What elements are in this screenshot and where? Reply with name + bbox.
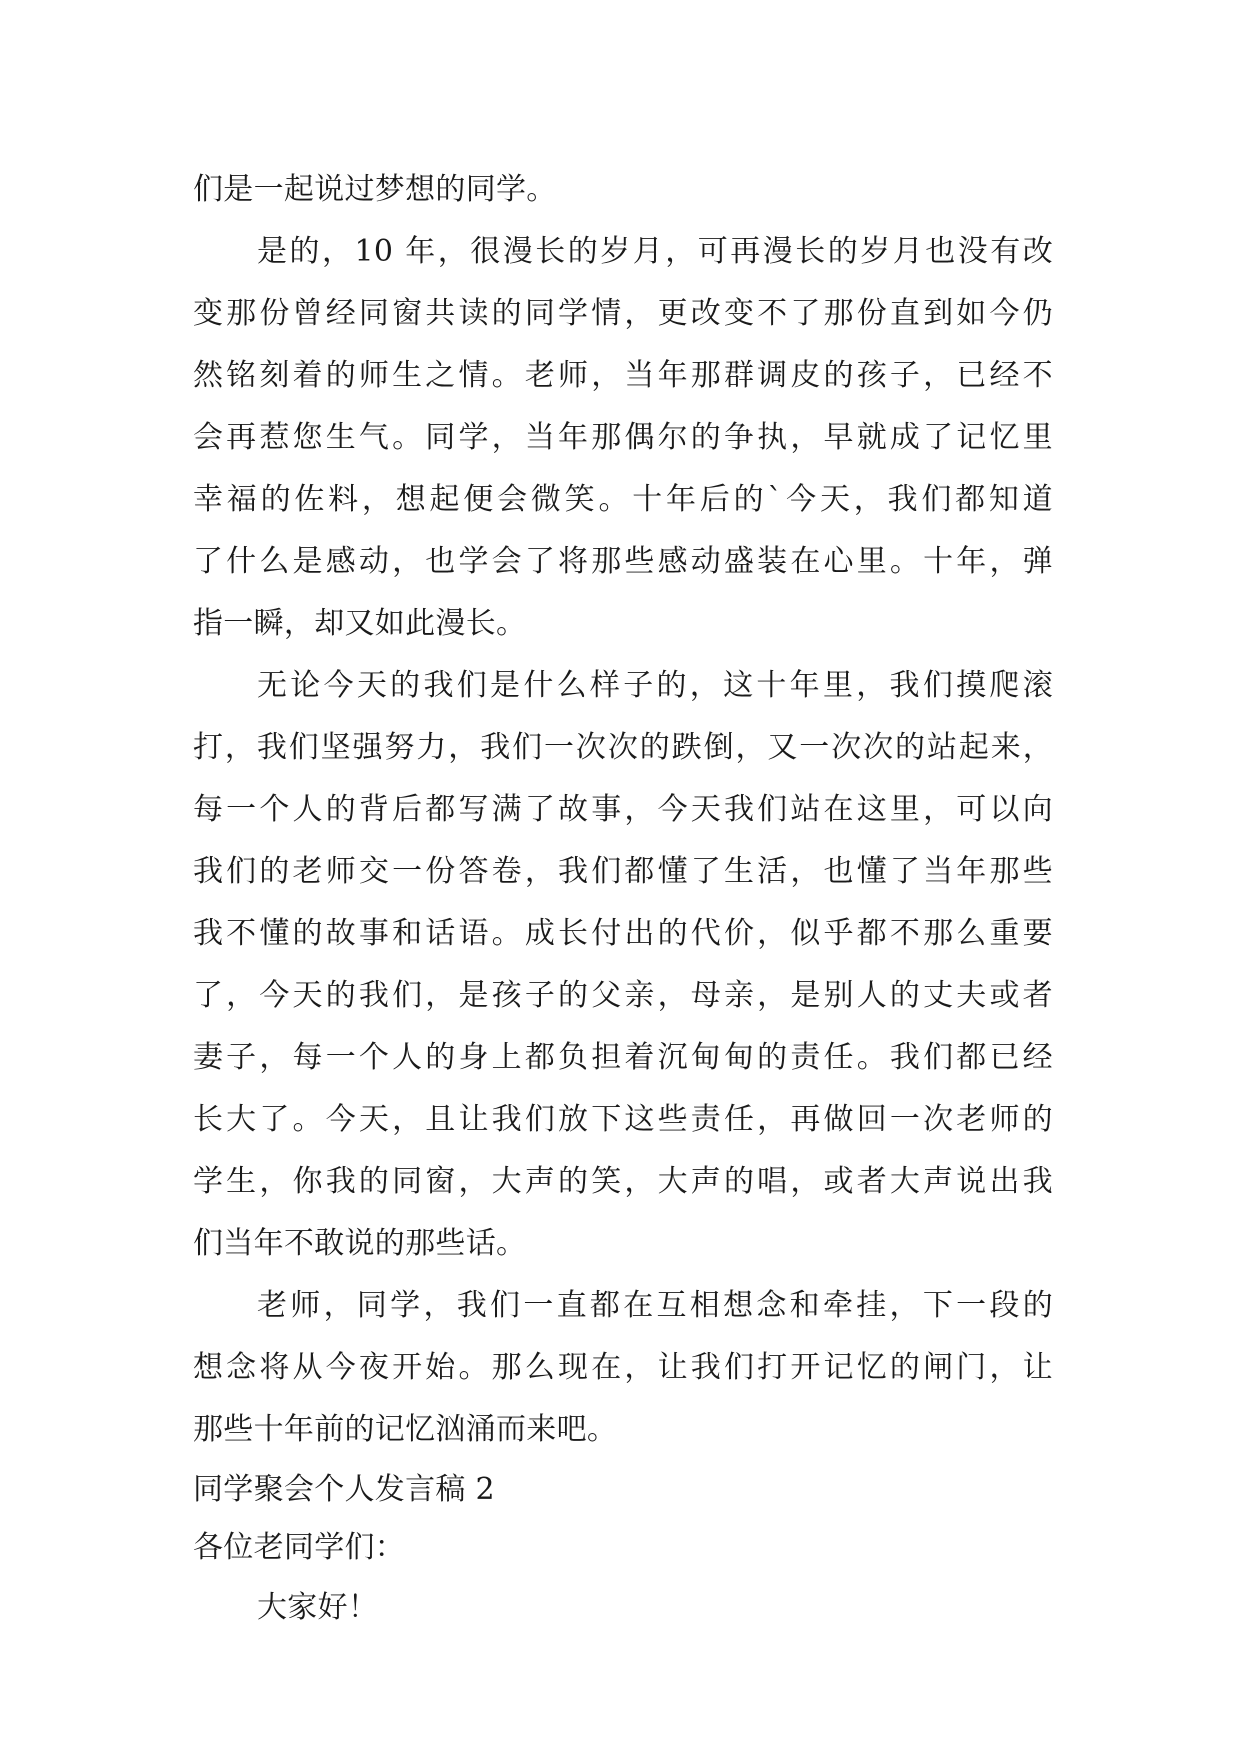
salutation: 各位老同学们： — [193, 1530, 406, 1565]
text-line: 们当年不敢说的那些话。 — [193, 1226, 527, 1261]
text-line: 学生，你我的同窗，大声的笑，大声的唱，或者大声说出我 — [193, 1164, 1053, 1199]
text-line: 长大了。今天，且让我们放下这些责任，再做回一次老师的 — [193, 1102, 1053, 1137]
text-line: 我们的老师交一份答卷，我们都懂了生活，也懂了当年那些 — [193, 854, 1053, 889]
text-line: 会再惹您生气。同学，当年那偶尔的争执，早就成了记忆里 — [193, 420, 1053, 455]
text-line: 是的，10 年，很漫长的岁月，可再漫长的岁月也没有改 — [257, 234, 1053, 269]
text-line: 们是一起说过梦想的同学。 — [193, 172, 557, 207]
text-line: 打，我们坚强努力，我们一次次的跌倒，又一次次的站起来， — [193, 730, 1053, 765]
text-line: 指一瞬，却又如此漫长。 — [193, 606, 527, 641]
text-line: 变那份曾经同窗共读的同学情，更改变不了那份直到如今仍 — [193, 296, 1053, 331]
text-line: 幸福的佐料，想起便会微笑。十年后的`今天，我们都知道 — [193, 482, 1053, 517]
text-line: 每一个人的背后都写满了故事，今天我们站在这里，可以向 — [193, 792, 1053, 827]
text-line: 然铭刻着的师生之情。老师，当年那群调皮的孩子，已经不 — [193, 358, 1053, 393]
text-line: 了什么是感动，也学会了将那些感动盛装在心里。十年，弹 — [193, 544, 1053, 579]
text-line: 了，今天的我们，是孩子的父亲，母亲，是别人的丈夫或者 — [193, 978, 1053, 1013]
section-heading: 同学聚会个人发言稿 2 — [193, 1472, 495, 1507]
text-line: 妻子，每一个人的身上都负担着沉甸甸的责任。我们都已经 — [193, 1040, 1053, 1075]
text-line: 老师，同学，我们一直都在互相想念和牵挂，下一段的 — [257, 1288, 1053, 1323]
text-line: 我不懂的故事和话语。成长付出的代价，似乎都不那么重要 — [193, 916, 1053, 951]
text-line: 那些十年前的记忆汹涌而来吧。 — [193, 1412, 618, 1447]
text-line: 想念将从今夜开始。那么现在，让我们打开记忆的闸门，让 — [193, 1350, 1053, 1385]
greeting: 大家好！ — [257, 1590, 379, 1625]
text-line: 无论今天的我们是什么样子的，这十年里，我们摸爬滚 — [257, 668, 1053, 703]
document-body — [193, 159, 1053, 1639]
